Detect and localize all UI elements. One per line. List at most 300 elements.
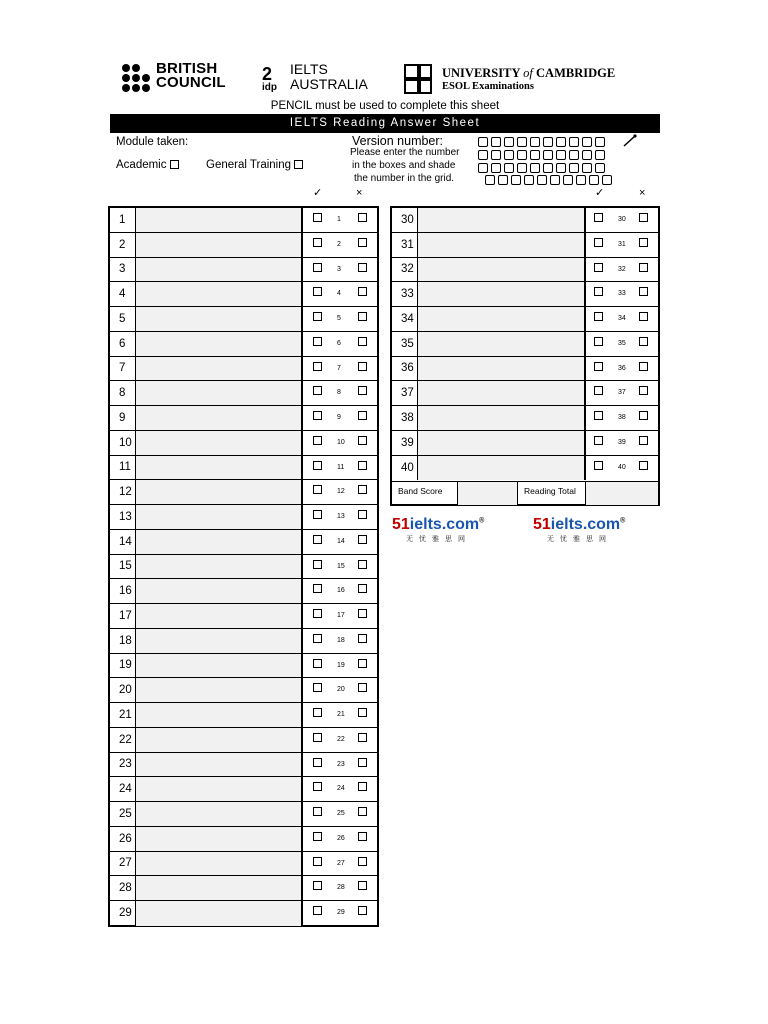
module-academic[interactable]: Academic bbox=[116, 159, 179, 171]
answer-field[interactable] bbox=[136, 332, 303, 356]
question-number: 9 bbox=[110, 406, 136, 430]
incorrect-checkbox[interactable] bbox=[639, 312, 648, 321]
question-number: 19 bbox=[110, 654, 136, 678]
answer-row bbox=[110, 456, 377, 481]
incorrect-checkbox[interactable] bbox=[358, 386, 367, 395]
answer-field[interactable] bbox=[418, 233, 586, 257]
incorrect-checkbox[interactable] bbox=[358, 560, 367, 569]
correct-checkbox[interactable] bbox=[313, 263, 322, 272]
marker-checkboxes bbox=[303, 505, 377, 529]
marker-checkboxes bbox=[586, 431, 658, 455]
correct-checkbox[interactable] bbox=[313, 362, 322, 371]
answer-field[interactable] bbox=[418, 258, 586, 282]
marker-checkboxes bbox=[303, 208, 377, 232]
incorrect-checkbox[interactable] bbox=[358, 362, 367, 371]
marker-number: 18 bbox=[337, 636, 345, 644]
incorrect-checkbox[interactable] bbox=[358, 535, 367, 544]
marker-number: 13 bbox=[337, 513, 345, 520]
answer-table-left bbox=[108, 206, 379, 927]
reading-total-field[interactable] bbox=[586, 482, 658, 505]
answer-field[interactable] bbox=[136, 876, 303, 900]
correct-checkbox[interactable] bbox=[313, 535, 322, 544]
incorrect-checkbox[interactable] bbox=[358, 238, 367, 247]
marker-checkboxes bbox=[303, 258, 377, 282]
incorrect-checkbox[interactable] bbox=[358, 584, 367, 593]
correct-checkbox[interactable] bbox=[313, 634, 322, 643]
answer-row bbox=[110, 332, 377, 357]
incorrect-checkbox[interactable] bbox=[358, 436, 367, 445]
marker-number: 19 bbox=[337, 661, 345, 669]
watermark-logo-1: 51ielts.com® 无忧雅思网 bbox=[392, 516, 485, 543]
correct-checkbox[interactable] bbox=[594, 213, 603, 222]
incorrect-checkbox[interactable] bbox=[358, 733, 367, 742]
correct-checkbox[interactable] bbox=[594, 461, 603, 470]
answer-field[interactable] bbox=[136, 629, 303, 653]
marker-number: 4 bbox=[337, 290, 341, 298]
correct-checkbox[interactable] bbox=[313, 857, 322, 866]
correct-checkbox[interactable] bbox=[313, 238, 322, 247]
answer-row bbox=[110, 555, 377, 580]
correct-checkbox[interactable] bbox=[313, 560, 322, 569]
marker-number: 9 bbox=[337, 414, 341, 421]
marker-number: 8 bbox=[337, 389, 341, 397]
correct-checkbox[interactable] bbox=[313, 411, 322, 420]
version-label: Version number: bbox=[352, 134, 444, 148]
marker-checkboxes bbox=[586, 381, 658, 405]
tick-header-right: ✓ bbox=[595, 187, 605, 199]
marker-number: 32 bbox=[618, 265, 626, 273]
marker-number: 30 bbox=[618, 216, 626, 223]
marker-checkboxes bbox=[303, 678, 377, 702]
incorrect-checkbox[interactable] bbox=[358, 510, 367, 519]
question-number: 30 bbox=[392, 208, 418, 232]
incorrect-checkbox[interactable] bbox=[639, 263, 648, 272]
marker-number: 22 bbox=[337, 735, 345, 743]
marker-number: 29 bbox=[337, 909, 345, 916]
correct-checkbox[interactable] bbox=[313, 510, 322, 519]
question-number: 16 bbox=[110, 579, 136, 603]
marker-checkboxes bbox=[586, 208, 658, 232]
marker-checkboxes bbox=[303, 827, 377, 851]
answer-field[interactable] bbox=[136, 901, 303, 926]
marker-checkboxes bbox=[303, 901, 377, 926]
incorrect-checkbox[interactable] bbox=[358, 461, 367, 470]
version-instruction-1: Please enter the number bbox=[350, 147, 460, 158]
incorrect-checkbox[interactable] bbox=[358, 609, 367, 618]
correct-checkbox[interactable] bbox=[313, 386, 322, 395]
version-instruction-2: in the boxes and shade bbox=[352, 160, 456, 171]
answer-field[interactable] bbox=[418, 406, 586, 430]
marker-number: 6 bbox=[337, 339, 341, 347]
module-general-training[interactable]: General Training bbox=[206, 159, 303, 171]
answer-row bbox=[392, 406, 658, 431]
answer-row bbox=[110, 406, 377, 431]
answer-field[interactable] bbox=[418, 332, 586, 356]
band-score-field[interactable] bbox=[458, 482, 518, 505]
correct-checkbox[interactable] bbox=[313, 906, 322, 915]
correct-checkbox[interactable] bbox=[313, 436, 322, 445]
question-number: 29 bbox=[110, 901, 136, 926]
marker-checkboxes bbox=[586, 258, 658, 282]
marker-number: 3 bbox=[337, 265, 341, 273]
british-council-logo bbox=[122, 62, 232, 96]
marker-number: 35 bbox=[618, 339, 626, 347]
question-number: 10 bbox=[110, 431, 136, 455]
answer-row bbox=[110, 381, 377, 406]
answer-field[interactable] bbox=[418, 456, 586, 481]
answer-field[interactable] bbox=[418, 431, 586, 455]
answer-field[interactable] bbox=[136, 604, 303, 628]
marker-checkboxes bbox=[303, 876, 377, 900]
incorrect-checkbox[interactable] bbox=[639, 436, 648, 445]
incorrect-checkbox[interactable] bbox=[639, 213, 648, 222]
question-number: 5 bbox=[110, 307, 136, 331]
marker-checkboxes bbox=[586, 332, 658, 356]
version-boxes-2[interactable] bbox=[478, 150, 605, 160]
correct-checkbox[interactable] bbox=[594, 287, 603, 296]
correct-checkbox[interactable] bbox=[594, 436, 603, 445]
marker-number: 25 bbox=[337, 810, 345, 817]
question-number: 36 bbox=[392, 357, 418, 381]
marker-number: 28 bbox=[337, 884, 345, 892]
correct-checkbox[interactable] bbox=[313, 287, 322, 296]
marker-checkboxes bbox=[303, 381, 377, 405]
incorrect-checkbox[interactable] bbox=[358, 708, 367, 717]
question-number: 6 bbox=[110, 332, 136, 356]
answer-row bbox=[110, 480, 377, 505]
correct-checkbox[interactable] bbox=[594, 411, 603, 420]
answer-row bbox=[392, 431, 658, 456]
marker-checkboxes bbox=[303, 629, 377, 653]
answer-row bbox=[392, 332, 658, 357]
question-number: 12 bbox=[110, 480, 136, 504]
answer-field[interactable] bbox=[136, 233, 303, 257]
marker-checkboxes bbox=[586, 282, 658, 306]
answer-field[interactable] bbox=[136, 827, 303, 851]
answer-row bbox=[110, 852, 377, 877]
answer-field[interactable] bbox=[136, 406, 303, 430]
marker-number: 26 bbox=[337, 834, 345, 842]
question-number: 1 bbox=[110, 208, 136, 232]
marker-checkboxes bbox=[303, 579, 377, 603]
answer-field[interactable] bbox=[418, 307, 586, 331]
question-number: 22 bbox=[110, 728, 136, 752]
answer-field[interactable] bbox=[136, 258, 303, 282]
question-number: 25 bbox=[110, 802, 136, 826]
question-number: 31 bbox=[392, 233, 418, 257]
incorrect-checkbox[interactable] bbox=[358, 758, 367, 767]
incorrect-checkbox[interactable] bbox=[358, 906, 367, 915]
question-number: 34 bbox=[392, 307, 418, 331]
answer-row bbox=[110, 728, 377, 753]
watermark-logo-2: 51ielts.com® 无忧雅思网 bbox=[533, 516, 626, 543]
module-label: Module taken: bbox=[116, 136, 189, 148]
correct-checkbox[interactable] bbox=[594, 362, 603, 371]
cambridge-shield-icon bbox=[404, 64, 432, 94]
answer-table-right bbox=[390, 206, 660, 506]
marker-number: 11 bbox=[337, 463, 345, 471]
marker-number: 36 bbox=[618, 364, 626, 372]
question-number: 3 bbox=[110, 258, 136, 282]
marker-checkboxes bbox=[586, 307, 658, 331]
pencil-notice: PENCIL must be used to complete this sheet bbox=[270, 100, 500, 112]
answer-row bbox=[110, 505, 377, 530]
marker-checkboxes bbox=[303, 604, 377, 628]
cross-header-left: × bbox=[356, 187, 363, 199]
answer-row bbox=[392, 258, 658, 283]
incorrect-checkbox[interactable] bbox=[358, 411, 367, 420]
incorrect-checkbox[interactable] bbox=[358, 485, 367, 494]
correct-checkbox[interactable] bbox=[594, 337, 603, 346]
version-boxes-4[interactable] bbox=[485, 175, 612, 185]
answer-row bbox=[110, 530, 377, 555]
incorrect-checkbox[interactable] bbox=[358, 782, 367, 791]
answer-field[interactable] bbox=[136, 678, 303, 702]
marker-number: 7 bbox=[337, 364, 341, 372]
tick-header-left: ✓ bbox=[313, 187, 323, 199]
marker-number: 2 bbox=[337, 240, 341, 248]
question-number: 4 bbox=[110, 282, 136, 306]
question-number: 32 bbox=[392, 258, 418, 282]
marker-checkboxes bbox=[303, 802, 377, 826]
correct-checkbox[interactable] bbox=[594, 312, 603, 321]
correct-checkbox[interactable] bbox=[313, 733, 322, 742]
marker-checkboxes bbox=[303, 654, 377, 678]
question-number: 40 bbox=[392, 456, 418, 481]
answer-field[interactable] bbox=[136, 802, 303, 826]
correct-checkbox[interactable] bbox=[313, 758, 322, 767]
incorrect-checkbox[interactable] bbox=[639, 337, 648, 346]
incorrect-checkbox[interactable] bbox=[358, 659, 367, 668]
question-number: 28 bbox=[110, 876, 136, 900]
british-council-dots-icon bbox=[122, 64, 154, 92]
question-number: 23 bbox=[110, 753, 136, 777]
incorrect-checkbox[interactable] bbox=[358, 213, 367, 222]
question-number: 24 bbox=[110, 777, 136, 801]
question-number: 26 bbox=[110, 827, 136, 851]
answer-field[interactable] bbox=[136, 530, 303, 554]
marker-number: 10 bbox=[337, 438, 345, 446]
answer-row bbox=[110, 777, 377, 802]
marker-checkboxes bbox=[303, 480, 377, 504]
answer-row bbox=[110, 604, 377, 629]
marker-number: 24 bbox=[337, 785, 345, 793]
answer-field[interactable] bbox=[136, 505, 303, 529]
answer-field[interactable] bbox=[136, 307, 303, 331]
answer-field[interactable] bbox=[136, 777, 303, 801]
question-number: 35 bbox=[392, 332, 418, 356]
question-number: 37 bbox=[392, 381, 418, 405]
marker-checkboxes bbox=[303, 456, 377, 480]
marker-number: 38 bbox=[618, 414, 626, 421]
correct-checkbox[interactable] bbox=[313, 659, 322, 668]
incorrect-checkbox[interactable] bbox=[358, 832, 367, 841]
marker-checkboxes bbox=[303, 307, 377, 331]
incorrect-checkbox[interactable] bbox=[639, 411, 648, 420]
marker-checkboxes bbox=[303, 357, 377, 381]
answer-row bbox=[110, 282, 377, 307]
correct-checkbox[interactable] bbox=[594, 263, 603, 272]
answer-row bbox=[110, 258, 377, 283]
marker-checkboxes bbox=[303, 852, 377, 876]
marker-number: 33 bbox=[618, 290, 626, 298]
answer-field[interactable] bbox=[418, 208, 586, 232]
answer-row bbox=[110, 753, 377, 778]
incorrect-checkbox[interactable] bbox=[358, 337, 367, 346]
correct-checkbox[interactable] bbox=[594, 386, 603, 395]
cambridge-esol-logo: UNIVERSITY of CAMBRIDGE ESOL Examinations bbox=[404, 64, 624, 98]
cross-header-right: × bbox=[639, 187, 646, 199]
answer-row bbox=[110, 233, 377, 258]
question-number: 8 bbox=[110, 381, 136, 405]
question-number: 18 bbox=[110, 629, 136, 653]
marker-checkboxes bbox=[586, 406, 658, 430]
idp-mark-icon: 2 bbox=[262, 64, 273, 84]
version-boxes-1[interactable] bbox=[478, 137, 605, 147]
answer-row bbox=[110, 579, 377, 604]
sheet-title: IELTS Reading Answer Sheet bbox=[110, 114, 660, 133]
correct-checkbox[interactable] bbox=[313, 584, 322, 593]
incorrect-checkbox[interactable] bbox=[358, 857, 367, 866]
incorrect-checkbox[interactable] bbox=[639, 238, 648, 247]
answer-field[interactable] bbox=[136, 456, 303, 480]
marker-number: 12 bbox=[337, 488, 345, 496]
marker-checkboxes bbox=[586, 357, 658, 381]
correct-checkbox[interactable] bbox=[313, 312, 322, 321]
correct-checkbox[interactable] bbox=[313, 881, 322, 890]
answer-row bbox=[392, 282, 658, 307]
reading-total-label: Reading Total bbox=[518, 482, 586, 505]
answer-field[interactable] bbox=[136, 728, 303, 752]
answer-field[interactable] bbox=[418, 282, 586, 306]
correct-checkbox[interactable] bbox=[313, 213, 322, 222]
answer-field[interactable] bbox=[136, 381, 303, 405]
idp-ielts-australia-logo: 2 idp IELTS AUSTRALIA bbox=[262, 61, 368, 93]
correct-checkbox[interactable] bbox=[313, 832, 322, 841]
marker-number: 27 bbox=[337, 859, 345, 867]
answer-row bbox=[392, 307, 658, 332]
question-number: 21 bbox=[110, 703, 136, 727]
correct-checkbox[interactable] bbox=[313, 485, 322, 494]
question-number: 20 bbox=[110, 678, 136, 702]
answer-field[interactable] bbox=[418, 381, 586, 405]
incorrect-checkbox[interactable] bbox=[358, 634, 367, 643]
answer-row bbox=[110, 208, 377, 233]
marker-number: 17 bbox=[337, 612, 345, 619]
answer-field[interactable] bbox=[136, 654, 303, 678]
answer-row bbox=[110, 876, 377, 901]
question-number: 15 bbox=[110, 555, 136, 579]
marker-number: 39 bbox=[618, 438, 626, 446]
incorrect-checkbox[interactable] bbox=[358, 312, 367, 321]
marker-number: 20 bbox=[337, 686, 345, 694]
answer-row bbox=[110, 654, 377, 679]
answer-row bbox=[110, 357, 377, 382]
question-number: 39 bbox=[392, 431, 418, 455]
answer-field[interactable] bbox=[136, 753, 303, 777]
incorrect-checkbox[interactable] bbox=[358, 683, 367, 692]
incorrect-checkbox[interactable] bbox=[639, 386, 648, 395]
answer-field[interactable] bbox=[136, 357, 303, 381]
answer-row bbox=[392, 381, 658, 406]
marker-checkboxes bbox=[303, 703, 377, 727]
marker-number: 14 bbox=[337, 537, 345, 545]
question-number: 17 bbox=[110, 604, 136, 628]
incorrect-checkbox[interactable] bbox=[639, 362, 648, 371]
answer-row bbox=[110, 802, 377, 827]
correct-checkbox[interactable] bbox=[313, 609, 322, 618]
incorrect-checkbox[interactable] bbox=[358, 881, 367, 890]
score-row bbox=[392, 481, 658, 505]
band-score-label: Band Score bbox=[392, 482, 458, 505]
answer-field[interactable] bbox=[136, 579, 303, 603]
answer-row bbox=[110, 307, 377, 332]
answer-row bbox=[110, 827, 377, 852]
incorrect-checkbox[interactable] bbox=[639, 287, 648, 296]
version-instruction-3: the number in the grid. bbox=[354, 173, 455, 184]
pencil-icon bbox=[622, 134, 638, 148]
answer-row bbox=[392, 208, 658, 233]
marker-checkboxes bbox=[586, 233, 658, 257]
question-number: 33 bbox=[392, 282, 418, 306]
answer-field[interactable] bbox=[136, 208, 303, 232]
correct-checkbox[interactable] bbox=[313, 337, 322, 346]
marker-number: 23 bbox=[337, 760, 345, 768]
answer-row bbox=[392, 233, 658, 258]
marker-checkboxes bbox=[586, 456, 658, 481]
general-training-checkbox[interactable] bbox=[294, 160, 303, 169]
answer-field[interactable] bbox=[136, 431, 303, 455]
incorrect-checkbox[interactable] bbox=[639, 461, 648, 470]
marker-number: 1 bbox=[337, 216, 341, 223]
incorrect-checkbox[interactable] bbox=[358, 807, 367, 816]
answer-row bbox=[110, 703, 377, 728]
marker-number: 5 bbox=[337, 315, 341, 322]
correct-checkbox[interactable] bbox=[313, 683, 322, 692]
correct-checkbox[interactable] bbox=[594, 238, 603, 247]
correct-checkbox[interactable] bbox=[313, 461, 322, 470]
answer-field[interactable] bbox=[136, 852, 303, 876]
question-number: 14 bbox=[110, 530, 136, 554]
answer-field[interactable] bbox=[136, 555, 303, 579]
marker-checkboxes bbox=[303, 530, 377, 554]
incorrect-checkbox[interactable] bbox=[358, 263, 367, 272]
correct-checkbox[interactable] bbox=[313, 807, 322, 816]
marker-checkboxes bbox=[303, 777, 377, 801]
correct-checkbox[interactable] bbox=[313, 782, 322, 791]
correct-checkbox[interactable] bbox=[313, 708, 322, 717]
incorrect-checkbox[interactable] bbox=[358, 287, 367, 296]
marker-number: 34 bbox=[618, 315, 626, 322]
marker-number: 21 bbox=[337, 711, 345, 718]
question-number: 2 bbox=[110, 233, 136, 257]
answer-field[interactable] bbox=[136, 480, 303, 504]
academic-checkbox[interactable] bbox=[170, 160, 179, 169]
marker-checkboxes bbox=[303, 555, 377, 579]
question-number: 38 bbox=[392, 406, 418, 430]
answer-row bbox=[110, 678, 377, 703]
marker-checkboxes bbox=[303, 753, 377, 777]
marker-checkboxes bbox=[303, 728, 377, 752]
answer-field[interactable] bbox=[136, 703, 303, 727]
marker-number: 40 bbox=[618, 463, 626, 471]
answer-field[interactable] bbox=[418, 357, 586, 381]
version-boxes-3[interactable] bbox=[478, 163, 605, 173]
answer-row bbox=[110, 629, 377, 654]
answer-field[interactable] bbox=[136, 282, 303, 306]
question-number: 11 bbox=[110, 456, 136, 480]
marker-checkboxes bbox=[303, 406, 377, 430]
